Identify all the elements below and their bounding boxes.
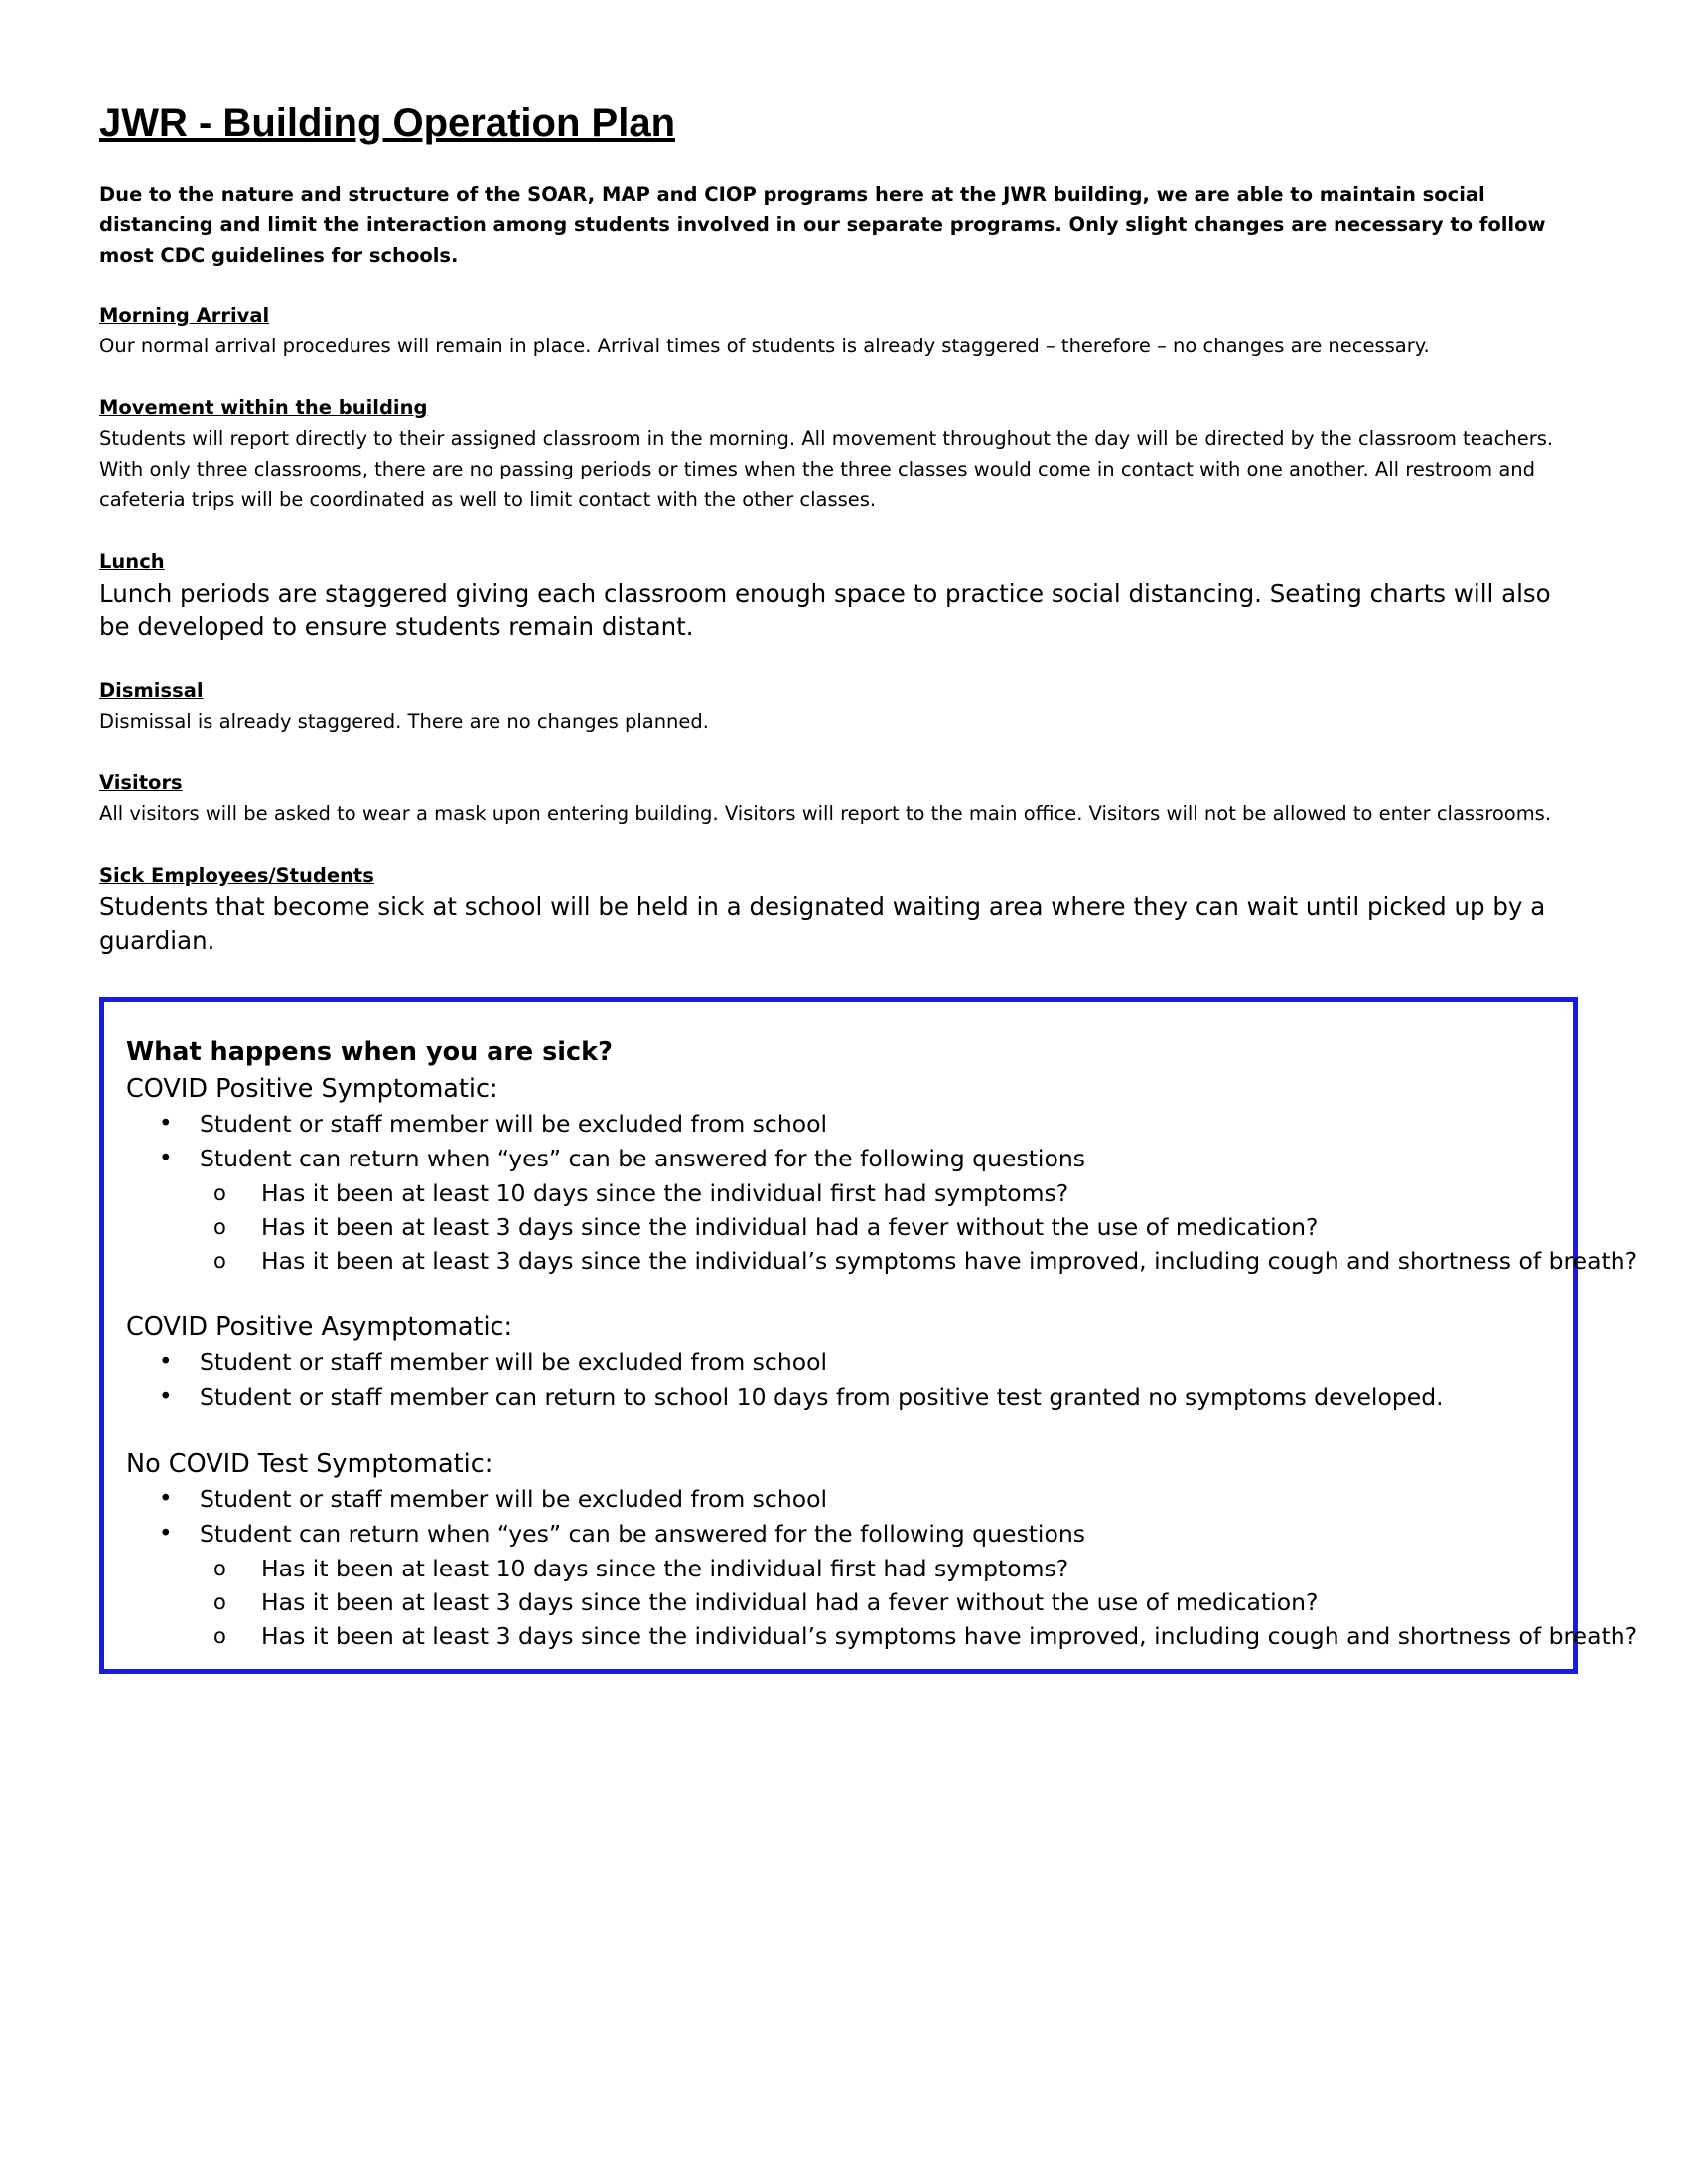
circle-bullet-icon: o bbox=[213, 1590, 226, 1614]
sub-item-text: Has it been at least 3 days since the individual had a fever without the use of medication? bbox=[261, 1588, 1319, 1616]
section-heading: Sick Employees/Students bbox=[99, 864, 374, 887]
bullet-icon: • bbox=[159, 1349, 173, 1375]
list-item bbox=[126, 1142, 1556, 1176]
bullet-icon: • bbox=[159, 1111, 173, 1137]
sub-item-text: Has it been at least 3 days since the individual’s symptoms have improved, including cough and shortness of breath? bbox=[261, 1247, 1638, 1275]
sub-list bbox=[126, 1552, 1638, 1653]
sub-item-text: Has it been at least 3 days since the individual had a fever without the use of medication? bbox=[261, 1213, 1319, 1241]
section-heading: Lunch bbox=[99, 550, 165, 573]
circle-bullet-icon: o bbox=[213, 1624, 226, 1648]
list-item bbox=[126, 1107, 1556, 1142]
section-movement bbox=[99, 393, 1589, 515]
bullet-icon: • bbox=[159, 1146, 173, 1171]
section-lunch bbox=[99, 547, 1589, 644]
list-item bbox=[126, 1345, 1556, 1380]
document-page bbox=[99, 95, 1589, 990]
list-item-text: Student can return when “yes” can be answered for the following questions bbox=[200, 1520, 1085, 1548]
list-item-text: Student or staff member can return to school 10 days from positive test granted no symptoms developed. bbox=[200, 1383, 1444, 1411]
circle-bullet-icon: o bbox=[213, 1215, 226, 1239]
list-item-text: Student or staff member will be excluded from school bbox=[200, 1110, 828, 1138]
section-body: Our normal arrival procedures will remain in place. Arrival times of students is already staggered – therefore – no changes are necessary. bbox=[99, 335, 1430, 357]
group-title: COVID Positive Asymptomatic: bbox=[126, 1312, 513, 1342]
section-body: Lunch periods are staggered giving each classroom enough space to practice social distancing. Seating charts will also be developed to ensure students remain distant. bbox=[99, 579, 1551, 641]
section-body: All visitors will be asked to wear a mask upon entering building. Visitors will report to the main office. Visitors will not be allowed to enter classrooms. bbox=[99, 802, 1552, 825]
bullet-icon: • bbox=[159, 1384, 173, 1410]
sub-list-item bbox=[126, 1176, 1556, 1210]
section-heading: Visitors bbox=[99, 771, 183, 794]
section-body: Dismissal is already staggered. There are no changes planned. bbox=[99, 710, 709, 733]
section-body: Students that become sick at school will be held in a designated waiting area where they can wait until picked up by a guardian. bbox=[99, 892, 1546, 955]
intro-paragraph: Due to the nature and structure of the SOAR, MAP and CIOP programs here at the JWR building, we are able to maintain social distancing and limit the interaction among students involved in our separate programs. Only slight changes are necessary to follow most CDC guidelines for schools. bbox=[99, 183, 1546, 267]
group-title: COVID Positive Symptomatic: bbox=[126, 1074, 498, 1104]
circle-bullet-icon: o bbox=[213, 1249, 226, 1273]
document-title: JWR - Building Operation Plan bbox=[99, 101, 675, 145]
list-item-text: Student or staff member will be excluded from school bbox=[200, 1485, 828, 1513]
section-heading: Morning Arrival bbox=[99, 304, 270, 327]
section-heading: Movement within the building bbox=[99, 396, 428, 419]
list-item bbox=[126, 1482, 1556, 1517]
sub-list bbox=[126, 1176, 1638, 1278]
sub-item-text: Has it been at least 10 days since the individual first had symptoms? bbox=[261, 1179, 1069, 1207]
section-morning-arrival bbox=[99, 301, 1589, 361]
sub-list-item bbox=[126, 1619, 1638, 1653]
sick-policy-box bbox=[99, 997, 1638, 1674]
policy-group-no-test-symptomatic bbox=[126, 1446, 1638, 1653]
bullet-list bbox=[126, 1482, 1556, 1552]
sub-list-item bbox=[126, 1552, 1556, 1585]
bullet-list bbox=[126, 1345, 1556, 1415]
sick-policy-content bbox=[126, 1033, 1638, 1685]
list-item bbox=[126, 1517, 1556, 1552]
sub-list-item bbox=[126, 1210, 1556, 1244]
circle-bullet-icon: o bbox=[213, 1557, 226, 1580]
list-item-text: Student or staff member will be excluded from school bbox=[200, 1348, 828, 1376]
bullet-icon: • bbox=[159, 1486, 173, 1512]
section-dismissal bbox=[99, 676, 1589, 737]
group-title: No COVID Test Symptomatic: bbox=[126, 1449, 493, 1479]
list-item bbox=[126, 1380, 1556, 1415]
section-body: Students will report directly to their assigned classroom in the morning. All movement throughout the day will be directed by the classroom teachers. With only three classrooms, there are no passing periods or times when the three classes would come in contact with one another. All restroom and cafeteria trips will be coordinated as well to limit contact with the other classes. bbox=[99, 427, 1554, 511]
sub-list-item bbox=[126, 1244, 1638, 1278]
section-visitors bbox=[99, 768, 1589, 829]
circle-bullet-icon: o bbox=[213, 1181, 226, 1205]
policy-group-positive-asymptomatic bbox=[126, 1309, 1556, 1415]
list-item-text: Student can return when “yes” can be answered for the following questions bbox=[200, 1145, 1085, 1172]
sub-item-text: Has it been at least 3 days since the individual’s symptoms have improved, including cough and shortness of breath? bbox=[261, 1622, 1638, 1650]
sub-item-text: Has it been at least 10 days since the individual first had symptoms? bbox=[261, 1555, 1069, 1582]
sick-box-heading: What happens when you are sick? bbox=[126, 1037, 613, 1067]
section-sick bbox=[99, 861, 1589, 958]
bullet-list bbox=[126, 1107, 1556, 1176]
section-heading: Dismissal bbox=[99, 679, 204, 702]
policy-group-positive-symptomatic bbox=[126, 1071, 1638, 1278]
bullet-icon: • bbox=[159, 1521, 173, 1547]
sub-list-item bbox=[126, 1585, 1556, 1619]
